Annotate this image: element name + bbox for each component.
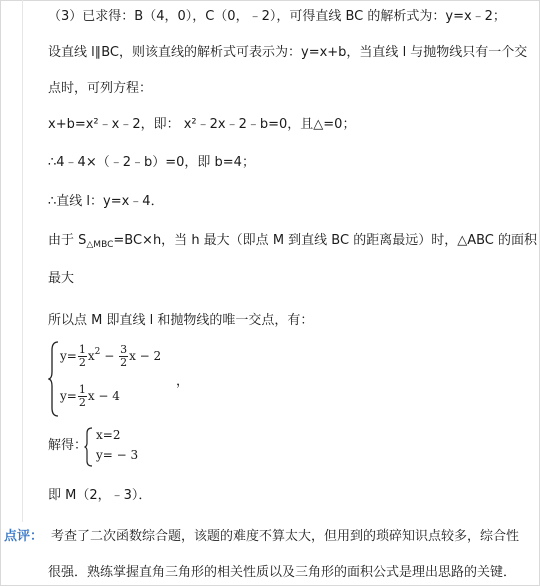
fraction-numerator: 1 bbox=[78, 383, 86, 396]
solution-line-5: ∴4﹣4×（﹣2﹣b）=0，即 b=4； bbox=[48, 155, 255, 170]
line-7-suffix: =BC×h，当 h 最大（即点 M 到直线 BC 的距离最远）时，△ABC 的面积 bbox=[113, 233, 537, 248]
system-1-equation-2 bbox=[60, 384, 120, 409]
fraction-three-halves bbox=[119, 344, 128, 369]
comment-text-1: 考查了二次函数综合题，该题的难度不算太大，但用到的琐碎知识点较多，综合性 bbox=[51, 529, 520, 544]
solution-line-7 bbox=[48, 232, 537, 251]
system-1-equation-1 bbox=[60, 344, 161, 369]
fraction-one-half bbox=[78, 384, 87, 409]
solution-x: x=2 bbox=[96, 428, 121, 442]
solution-line-8: 最大 bbox=[48, 271, 75, 286]
solution-y: y= − 3 bbox=[96, 448, 139, 462]
line-7-prefix: 由于 S bbox=[48, 233, 87, 248]
eq1-lhs: y= bbox=[60, 349, 77, 363]
comment-line-1 bbox=[4, 528, 519, 546]
solution-line-11: 即 M（2，﹣3）． bbox=[48, 488, 152, 503]
margin-divider bbox=[22, 0, 23, 522]
left-brace-icon bbox=[84, 426, 94, 468]
fraction-denominator: 2 bbox=[78, 396, 86, 409]
equation-system-2 bbox=[84, 426, 164, 470]
solution-line-4: x+b=x²﹣x﹣2，即： x²﹣2x﹣2﹣b=0，且△=0； bbox=[48, 117, 356, 132]
solution-line-1: （3）已求得：B（4，0），C（0，﹣2），可得直线 BC 的解析式为：y=x﹣2； bbox=[48, 9, 506, 24]
eq2-lhs: y= bbox=[60, 389, 77, 403]
fraction-one-half bbox=[78, 344, 87, 369]
eq1-variable: x bbox=[87, 349, 95, 363]
solution-line-6: ∴直线 l：y=x﹣4． bbox=[48, 194, 164, 209]
fraction-denominator: 2 bbox=[78, 356, 86, 369]
eq1-exponent: 2 bbox=[94, 347, 101, 357]
solution-line-10: 解得： bbox=[48, 438, 88, 453]
fraction-denominator: 2 bbox=[120, 356, 128, 369]
triangle-subscript: △MBC bbox=[86, 240, 114, 250]
equation-system-1 bbox=[48, 340, 248, 420]
eq1-minus: − bbox=[104, 349, 115, 363]
comment-tag: 点评： bbox=[4, 529, 44, 544]
solution-line-2: 设直线 l∥BC，则该直线的解析式可表示为：y=x+b，当直线 l 与抛物线只有一个交 bbox=[48, 45, 528, 60]
fraction-numerator: 1 bbox=[78, 343, 86, 356]
comment-line-2: 很强．熟练掌握直角三角形的相关性质以及三角形的面积公式是理出思路的关键． bbox=[48, 565, 517, 580]
solution-line-9: 所以点 M 即直线 l 和抛物线的唯一交点，有： bbox=[48, 313, 314, 328]
left-brace-icon bbox=[48, 340, 60, 418]
system-1-comma: ， bbox=[176, 374, 190, 389]
fraction-numerator: 3 bbox=[120, 343, 128, 356]
solution-line-3: 点时，可列方程： bbox=[48, 81, 153, 96]
eq1-tail: x − 2 bbox=[129, 349, 162, 363]
eq2-tail: x − 4 bbox=[87, 389, 120, 403]
